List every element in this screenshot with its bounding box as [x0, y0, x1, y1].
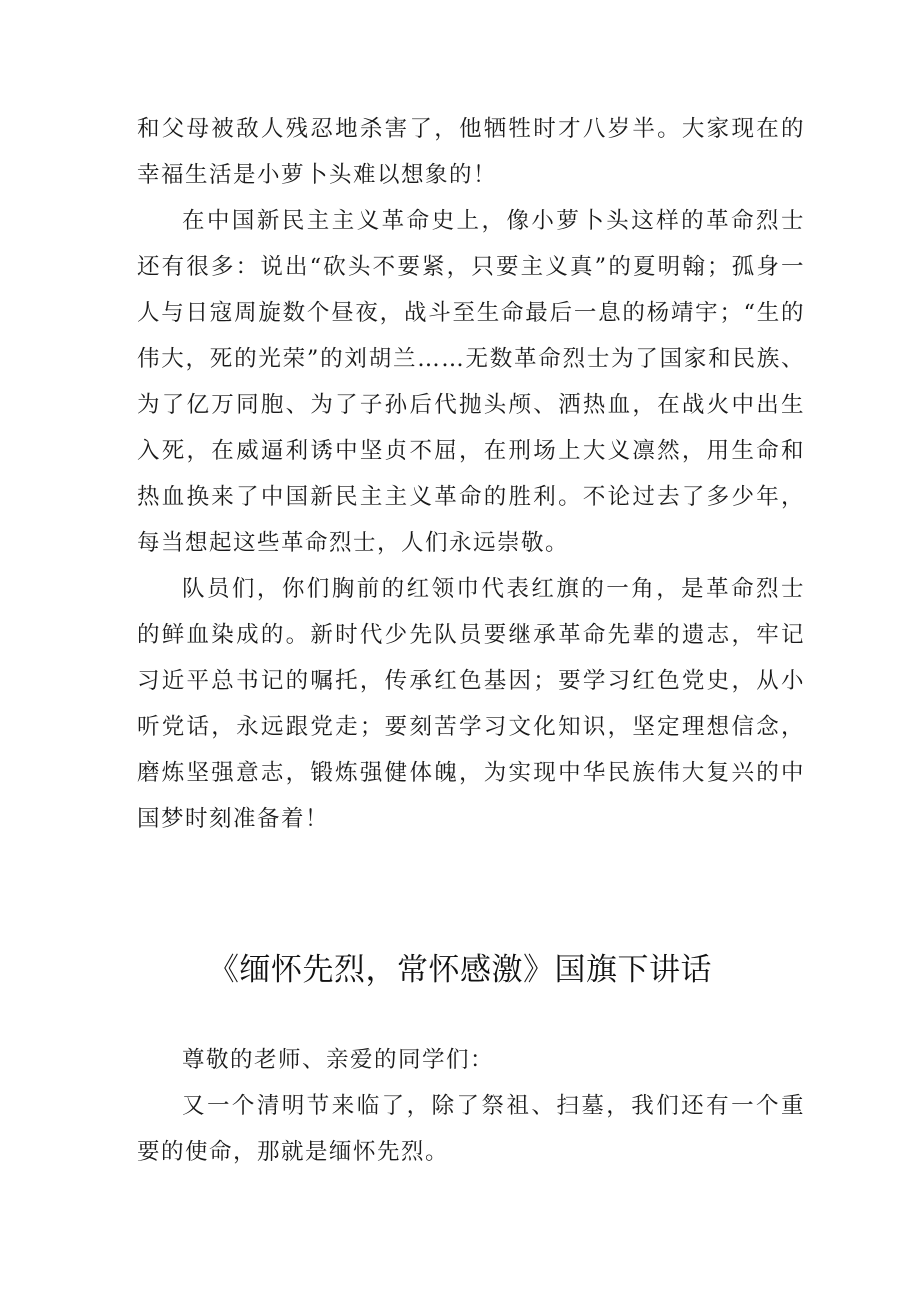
salutation: 尊敬的老师、亲爱的同学们： [182, 1047, 495, 1073]
section-two [137, 1037, 805, 1175]
paragraph-pioneers: 队员们，你们胸前的红领巾代表红旗的一角，是革命烈士的鲜血染成的。新时代少先队员要继承革命先辈的遗志，牢记习近平总书记的嘱托，传承红色基因；要学习红色党史，从小听党话，永远跟党走；要刻苦学习文化知识，坚定理想信念，磨炼坚强意志，锻炼强健体魄，为实现中华民族伟大复兴的中国梦时刻准备着！ [137, 576, 805, 832]
paragraph-continued: 和父母被敌人残忍地杀害了，他牺牲时才八岁半。大家现在的幸福生活是小萝卜头难以想象的！ [137, 116, 805, 188]
paragraph-qingming: 又一个清明节来临了，除了祭祖、扫墓，我们还有一个重要的使命，那就是缅怀先烈。 [137, 1093, 805, 1165]
section-one [137, 106, 805, 842]
speech-title: 《缅怀先烈，常怀感激》国旗下讲话 [208, 952, 712, 988]
paragraph-martyrs: 在中国新民主主义革命史上，像小萝卜头这样的革命烈士还有很多：说出“砍头不要紧，只要主义真”的夏明翰；孤身一人与日寇周旋数个昼夜，战斗至生命最后一息的杨靖宇；“生的伟大，死的光荣”的刘胡兰……无数革命烈士为了国家和民族、为了亿万同胞、为了子孙后代抛头颅、洒热血，在战火中出生入死，在威逼利诱中坚贞不屈，在刑场上大义凛然，用生命和热血换来了中国新民主主义革命的胜利。不论过去了多少年，每当想起这些革命烈士，人们永远崇敬。 [137, 208, 805, 556]
